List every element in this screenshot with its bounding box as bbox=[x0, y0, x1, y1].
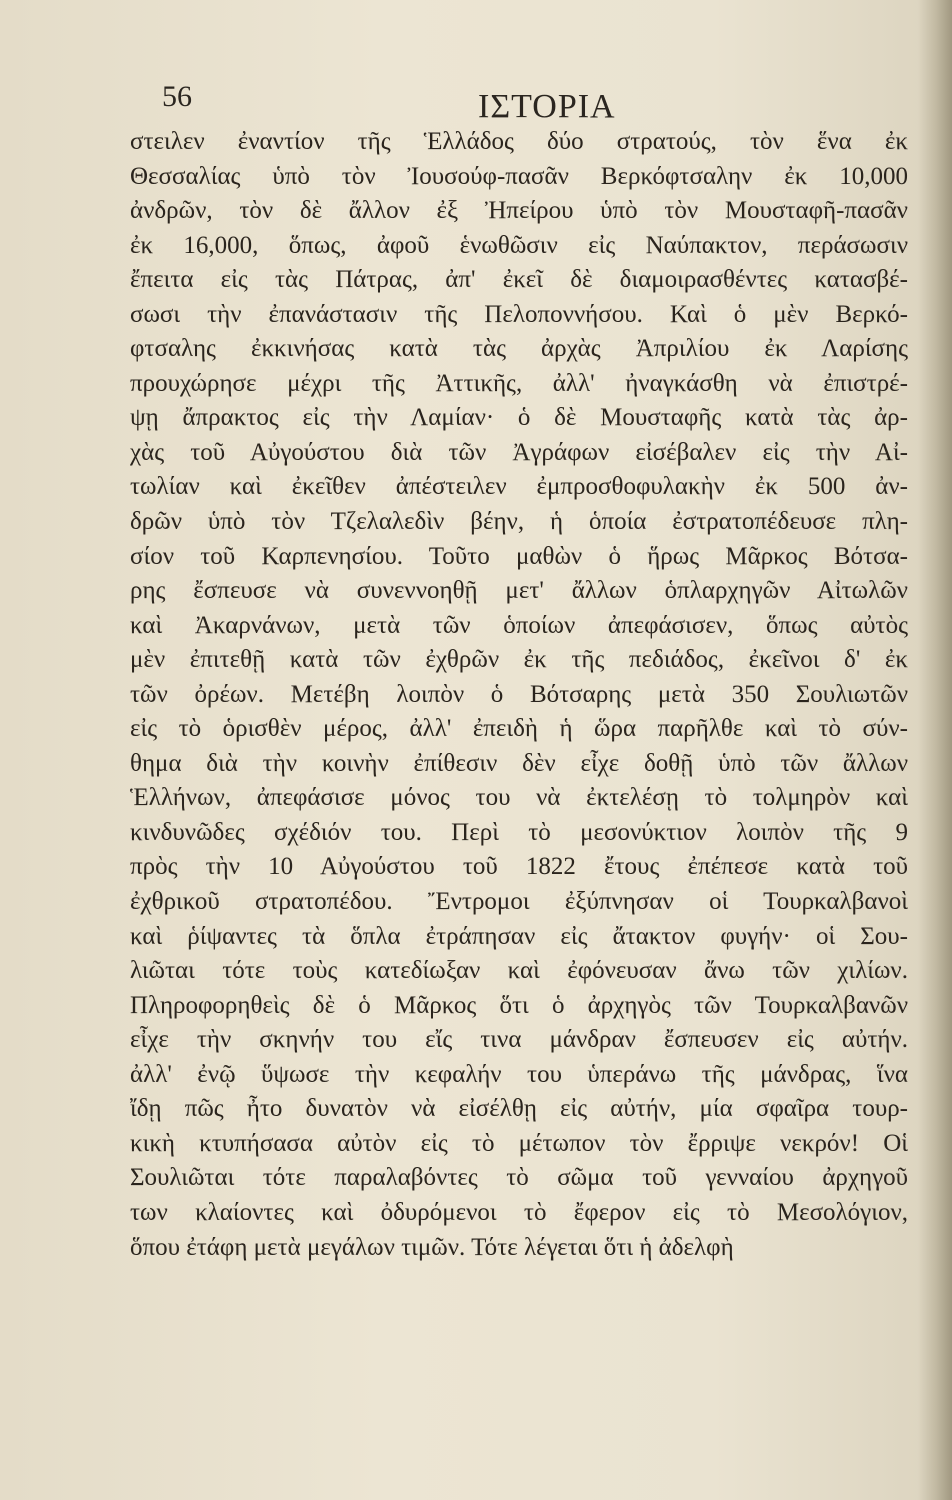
text-line: ρης ἔσπευσε νὰ συνεννοηθῇ μετ' ἄλλων ὁπλαρχηγῶν Αἰτωλῶν bbox=[130, 577, 908, 605]
page-edge-shadow bbox=[918, 0, 952, 1500]
text-line: Πληροφορηθεὶς δὲ ὁ Μᾶρκος ὅτι ὁ ἀρχηγὸς τῶν Τουρκαλβανῶν bbox=[130, 991, 908, 1019]
text-line: καὶ ῥίψαντες τὰ ὅπλα ἐτράπησαν εἰς ἄτακτον φυγήν· οἱ Σου- bbox=[130, 922, 908, 950]
text-line: χὰς τοῦ Αὐγούστου διὰ τῶν Ἀγράφων εἰσέβαλεν εἰς τὴν Αἰ- bbox=[130, 438, 908, 466]
body-text bbox=[130, 125, 908, 1265]
text-line: σωσι τὴν ἐπανάστασιν τῆς Πελοποννήσου. Καὶ ὁ μὲν Βερκό- bbox=[130, 300, 908, 328]
text-line: καὶ Ἀκαρνάνων, μετὰ τῶν ὁποίων ἀπεφάσισεν, ὅπως αὐτὸς bbox=[130, 611, 908, 639]
text-line: ἴδῃ πῶς ἦτο δυνατὸν νὰ εἰσέλθῃ εἰς αὐτήν, μία σφαῖρα τουρ- bbox=[130, 1095, 908, 1123]
text-line: σίον τοῦ Καρπενησίου. Τοῦτο μαθὼν ὁ ἥρως Μᾶρκος Βότσα- bbox=[130, 542, 908, 570]
text-line: ἔπειτα εἰς τὰς Πάτρας, ἀπ' ἐκεῖ δὲ διαμοιρασθέντες κατασβέ- bbox=[130, 266, 908, 294]
text-line: ἀλλ' ἐνῷ ὕψωσε τὴν κεφαλήν του ὑπεράνω τῆς μάνδρας, ἵνα bbox=[130, 1060, 908, 1088]
text-line: θημα διὰ τὴν κοινὴν ἐπίθεσιν δὲν εἶχε δοθῇ ὑπὸ τῶν ἄλλων bbox=[130, 749, 908, 777]
text-line: εἶχε τὴν σκηνήν του εἴς τινα μάνδραν ἔσπευσεν εἰς αὐτήν. bbox=[130, 1026, 908, 1054]
running-title: ΙΣΤΟΡΙΑ bbox=[478, 88, 616, 125]
text-line: ἐκ 16,000, ὅπως, ἀφοῦ ἑνωθῶσιν εἰς Ναύπακτον, περάσωσιν bbox=[130, 231, 908, 259]
text-line: πρὸς τὴν 10 Αὐγούστου τοῦ 1822 ἔτους ἐπέπεσε κατὰ τοῦ bbox=[130, 853, 908, 881]
text-line: ἐχθρικοῦ στρατοπέδου. Ἔντρομοι ἐξύπνησαν οἱ Τουρκαλβανοὶ bbox=[130, 888, 908, 916]
text-line: δρῶν ὑπὸ τὸν Τζελαλεδὶν βέην, ἡ ὁποία ἐστρατοπέδευσε πλη- bbox=[130, 508, 908, 536]
text-line: Ἑλλήνων, ἀπεφάσισε μόνος του νὰ ἐκτελέσῃ τὸ τολμηρὸν καὶ bbox=[130, 784, 908, 812]
text-line: ἀνδρῶν, τὸν δὲ ἄλλον ἐξ Ἠπείρου ὑπὸ τὸν Μουσταφῆ-πασᾶν bbox=[130, 197, 908, 225]
text-line: κικὴ κτυπήσασα αὐτὸν εἰς τὸ μέτωπον τὸν ἔρριψε νεκρόν! Οἱ bbox=[130, 1129, 908, 1157]
text-line: μὲν ἐπιτεθῇ κατὰ τῶν ἐχθρῶν ἐκ τῆς πεδιάδος, ἐκεῖνοι δ' ἐκ bbox=[130, 646, 908, 674]
text-line: Θεσσαλίας ὑπὸ τὸν Ἰουσούφ-πασᾶν Βερκόφτσαλην ἐκ 10,000 bbox=[130, 162, 908, 190]
text-line: στειλεν ἐναντίον τῆς Ἑλλάδος δύο στρατούς, τὸν ἕνα ἐκ bbox=[130, 128, 908, 155]
text-line: ὅπου ἐτάφη μετὰ μεγάλων τιμῶν. Τότε λέγεται ὅτι ἡ ἀδελφὴ bbox=[130, 1233, 734, 1261]
text-line: λιῶται τότε τοὺς κατεδίωξαν καὶ ἐφόνευσαν ἄνω τῶν χιλίων. bbox=[130, 957, 908, 985]
text-line: τῶν ὀρέων. Μετέβη λοιπὸν ὁ Βότσαρης μετὰ 350 Σουλιωτῶν bbox=[130, 680, 908, 708]
text-line: κινδυνῶδες σχέδιόν του. Περὶ τὸ μεσονύκτιον λοιπὸν τῆς 9 bbox=[130, 818, 908, 846]
text-line: των κλαίοντες καὶ ὀδυρόμενοι τὸ ἔφερον εἰς τὸ Μεσολόγιον, bbox=[130, 1198, 908, 1226]
text-line: τωλίαν καὶ ἐκεῖθεν ἀπέστειλεν ἐμπροσθοφυλακὴν ἐκ 500 ἀν- bbox=[130, 473, 908, 501]
text-line: φτσαλης ἐκκινήσας κατὰ τὰς ἀρχὰς Ἀπριλίου ἐκ Λαρίσης bbox=[130, 335, 908, 363]
text-line: εἰς τὸ ὁρισθὲν μέρος, ἀλλ' ἐπειδὴ ἡ ὥρα παρῆλθε καὶ τὸ σύν- bbox=[130, 715, 908, 743]
page-number: 56 bbox=[162, 80, 192, 113]
text-line: Σουλιῶται τότε παραλαβόντες τὸ σῶμα τοῦ γενναίου ἀρχηγοῦ bbox=[130, 1164, 908, 1192]
text-line: προυχώρησε μέχρι τῆς Ἀττικῆς, ἀλλ' ἠναγκάσθη νὰ ἐπιστρέ- bbox=[130, 369, 908, 397]
text-line: ψῃ ἄπρακτος εἰς τὴν Λαμίαν· ὁ δὲ Μουσταφῆς κατὰ τὰς ἀρ- bbox=[130, 404, 908, 432]
